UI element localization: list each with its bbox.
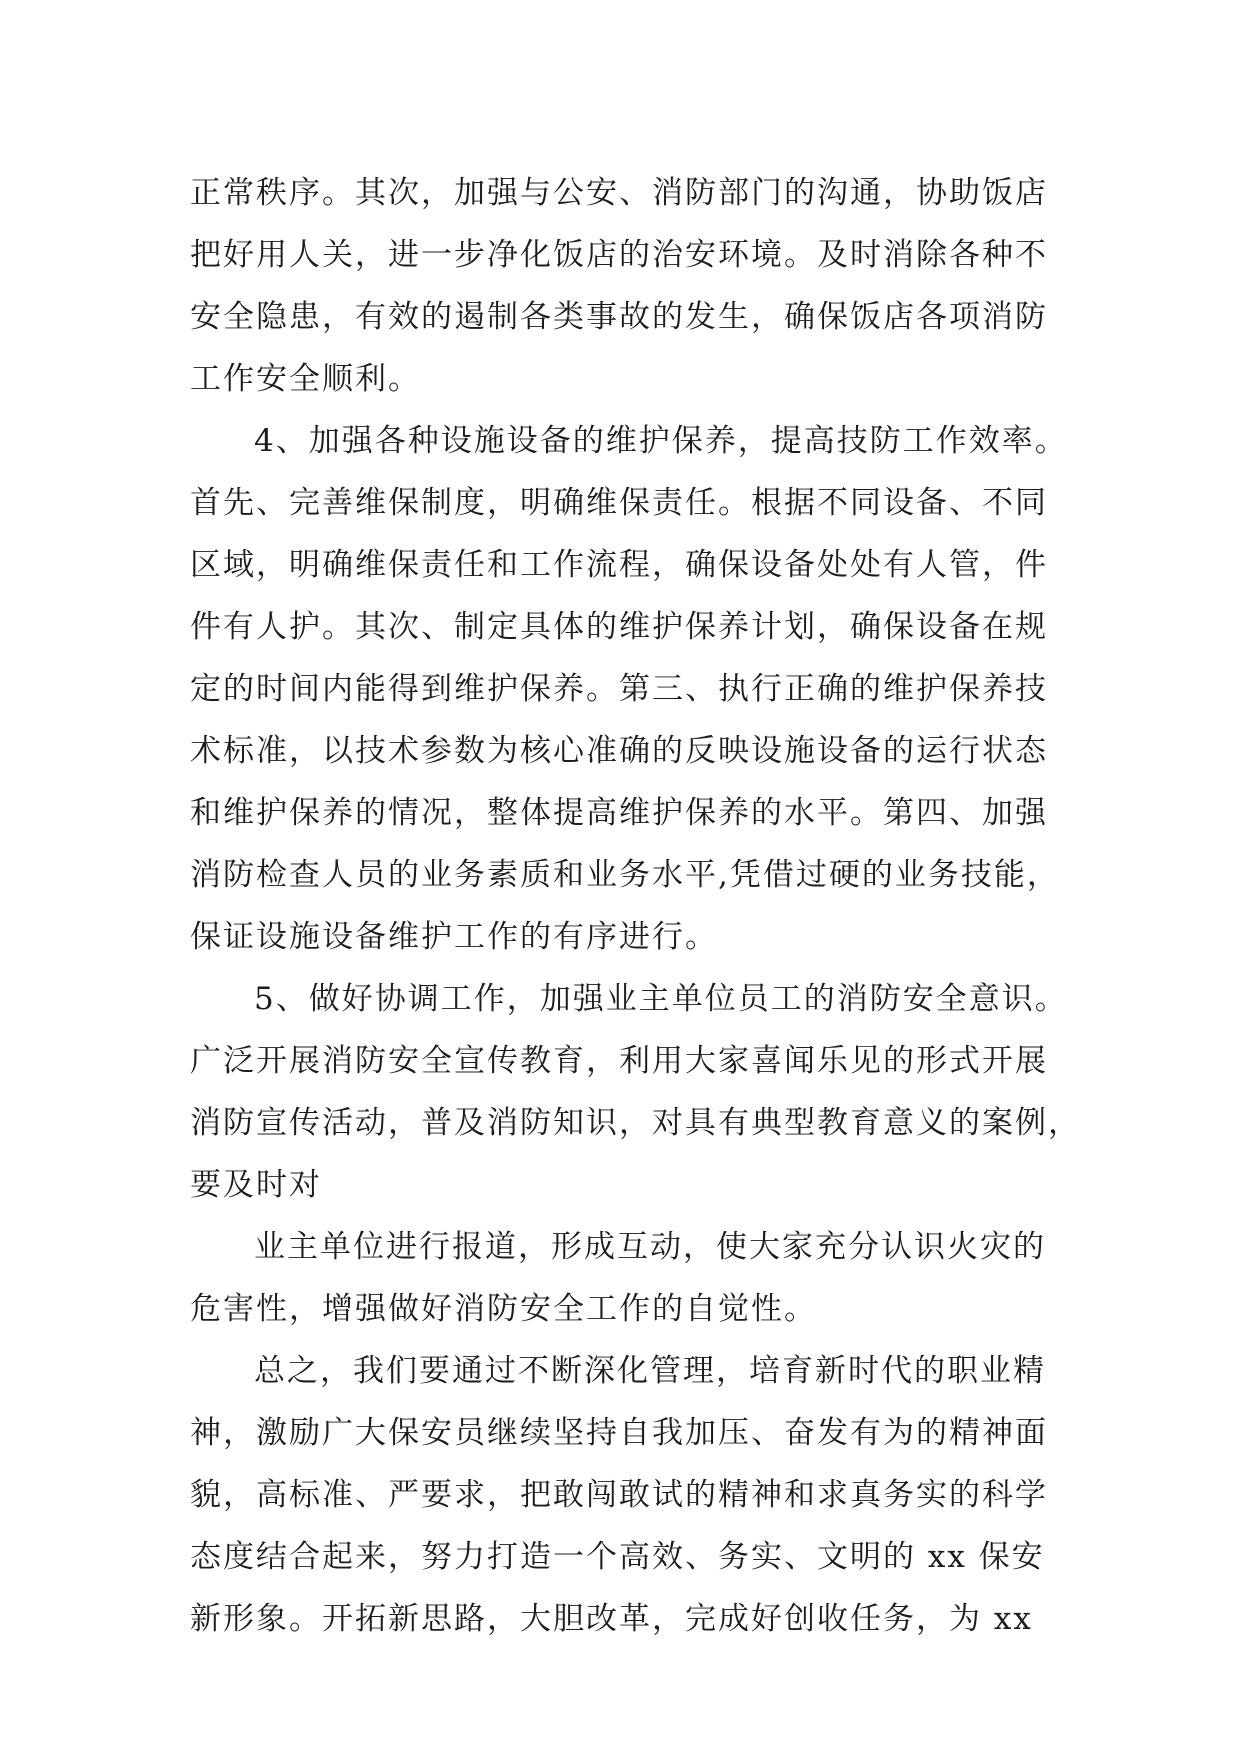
text-line-1: 正常秩序。其次，加强与公安、消防部门的沟通，协助饭店 xyxy=(190,175,1048,211)
text-line-3: 安全隐患，有效的遏制各类事故的发生，确保饭店各项消防 xyxy=(190,299,1048,335)
text-line-22: 貌，高标准、严要求，把敢闯敢试的精神和求真务实的科学 xyxy=(190,1477,1048,1513)
text-line-6: 首先、完善维保制度，明确维保责任。根据不同设备、不同 xyxy=(190,485,1048,521)
text-line-18: 业主单位进行报道，形成互动，使大家充分认识火灾的 xyxy=(254,1229,1046,1265)
text-line-12: 消防检查人员的业务素质和业务水平,凭借过硬的业务技能， xyxy=(190,857,1060,893)
text-line-13: 保证设施设备维护工作的有序进行。 xyxy=(190,919,718,955)
text-line-16: 消防宣传活动，普及消防知识，对具有典型教育意义的案例， xyxy=(190,1105,1081,1141)
body-text xyxy=(190,162,1081,1650)
text-line-5: 4、加强各种设施设备的维护保养，提高技防工作效率。 xyxy=(254,423,1068,459)
text-line-15: 广泛开展消防安全宣传教育，利用大家喜闻乐见的形式开展 xyxy=(190,1043,1048,1079)
text-line-21: 神，激励广大保安员继续坚持自我加压、奋发有为的精神面 xyxy=(190,1415,1048,1451)
text-line-17: 要及时对 xyxy=(190,1167,322,1203)
text-line-9: 定的时间内能得到维护保养。第三、执行正确的维护保养技 xyxy=(190,671,1048,707)
text-line-7: 区域，明确维保责任和工作流程，确保设备处处有人管，件 xyxy=(190,547,1048,583)
text-line-4: 工作安全顺利。 xyxy=(190,361,421,397)
text-line-8: 件有人护。其次、制定具体的维护保养计划，确保设备在规 xyxy=(190,609,1048,645)
text-line-10: 术标准，以技术参数为核心准确的反映设施设备的运行状态 xyxy=(190,733,1048,769)
text-line-19: 危害性，增强做好消防安全工作的自觉性。 xyxy=(190,1291,817,1327)
text-line-23: 态度结合起来，努力打造一个高效、务实、文明的 xx 保安 xyxy=(190,1539,1045,1575)
text-line-20: 总之，我们要通过不断深化管理，培育新时代的职业精 xyxy=(254,1353,1046,1389)
text-line-24: 新形象。开拓新思路，大胆改革，完成好创收任务，为 xx xyxy=(190,1601,1033,1637)
text-line-2: 把好用人关，进一步净化饭店的治安环境。及时消除各种不 xyxy=(190,237,1048,273)
text-line-11: 和维护保养的情况，整体提高维护保养的水平。第四、加强 xyxy=(190,795,1048,831)
text-line-14: 5、做好协调工作，加强业主单位员工的消防安全意识。 xyxy=(254,981,1068,1017)
